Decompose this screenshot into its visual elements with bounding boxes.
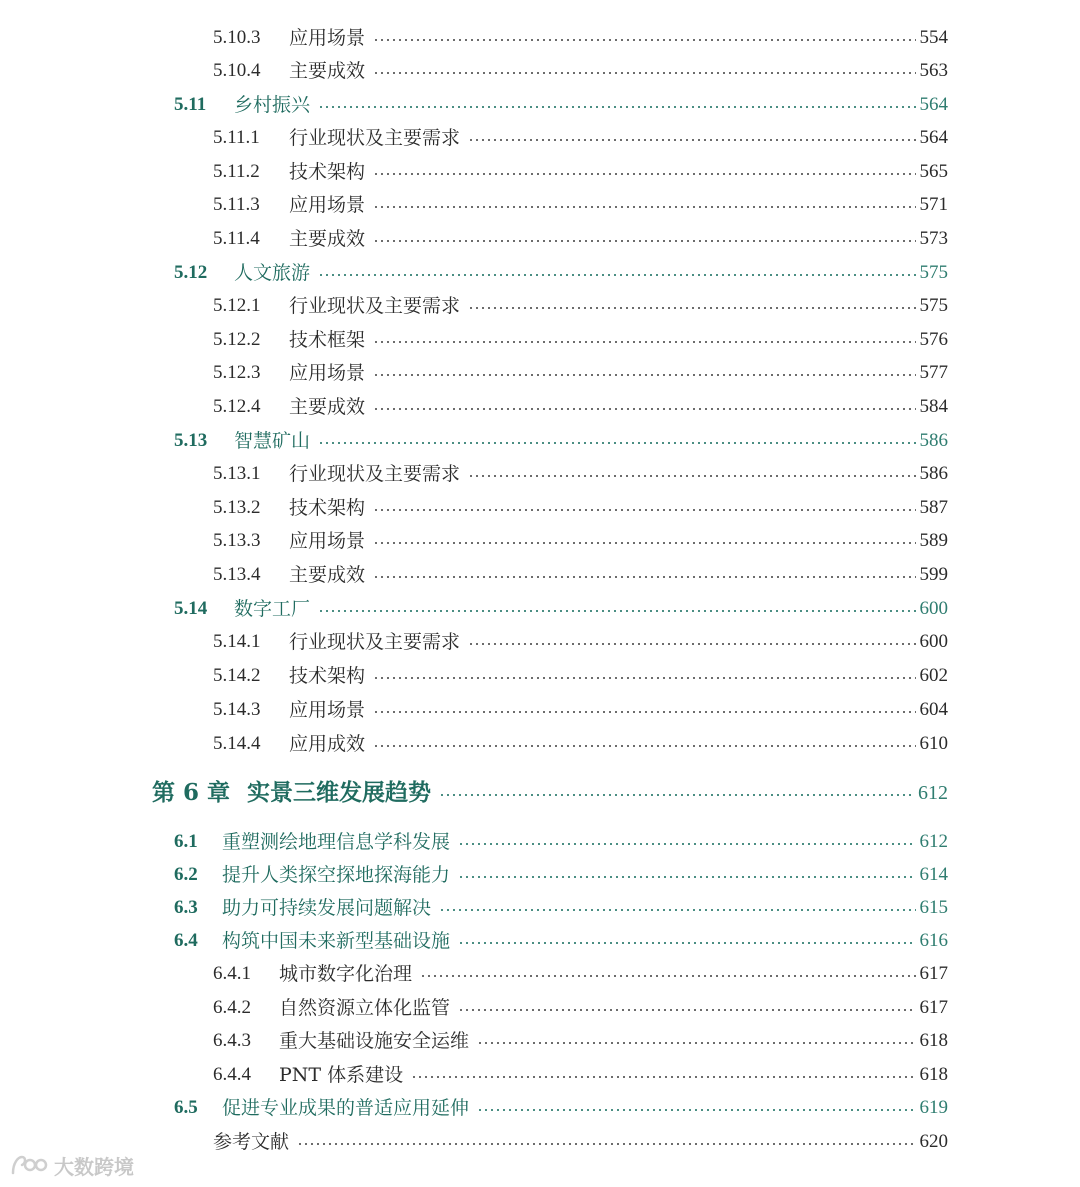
section-number: 6.3 bbox=[174, 897, 198, 918]
entry-title: 技术架构 bbox=[289, 665, 366, 687]
toc-entry[interactable] bbox=[213, 325, 948, 355]
entry-page: 584 bbox=[919, 396, 948, 417]
toc-section[interactable] bbox=[174, 827, 948, 857]
toc-entry[interactable] bbox=[213, 560, 948, 590]
chapter-number: 第 6 章 bbox=[152, 779, 231, 806]
toc-entry[interactable] bbox=[213, 358, 948, 388]
dot-leader bbox=[458, 876, 915, 878]
section-number: 5.13 bbox=[174, 430, 208, 451]
entry-number: 5.13.4 bbox=[213, 564, 261, 585]
watermark-text: 大数跨境 bbox=[54, 1154, 134, 1179]
entry-page: 571 bbox=[919, 194, 948, 215]
toc-entry[interactable] bbox=[213, 157, 948, 187]
section-title: 乡村振兴 bbox=[234, 94, 311, 116]
entry-title: 行业现状及主要需求 bbox=[289, 127, 461, 149]
entry-page: 573 bbox=[919, 228, 948, 249]
entry-title: 主要成效 bbox=[289, 60, 366, 82]
dot-leader bbox=[318, 274, 915, 276]
dot-leader bbox=[373, 374, 915, 376]
entry-page: 577 bbox=[919, 362, 948, 383]
entry-number: 6.4.3 bbox=[213, 1030, 251, 1051]
section-page: 600 bbox=[919, 598, 948, 619]
entry-title: 应用场景 bbox=[289, 530, 366, 552]
entry-page: 618 bbox=[919, 1030, 948, 1051]
dot-leader bbox=[318, 442, 915, 444]
watermark bbox=[10, 1150, 134, 1180]
toc-entry[interactable] bbox=[213, 729, 948, 759]
chapter-page: 612 bbox=[918, 782, 948, 804]
entry-title: 技术架构 bbox=[289, 161, 366, 183]
section-title: 促进专业成果的普适应用延伸 bbox=[222, 1097, 470, 1119]
dot-leader bbox=[373, 341, 915, 343]
toc-entry[interactable] bbox=[213, 459, 948, 489]
entry-title: 行业现状及主要需求 bbox=[289, 631, 461, 653]
dot-leader bbox=[439, 794, 914, 796]
section-page: 564 bbox=[919, 94, 948, 115]
toc-section[interactable] bbox=[174, 90, 948, 120]
entry-number: 5.11.2 bbox=[213, 161, 260, 182]
section-number: 5.11 bbox=[174, 94, 207, 115]
dot-leader bbox=[468, 643, 915, 645]
dot-leader bbox=[477, 1042, 915, 1044]
dot-leader bbox=[439, 909, 915, 911]
dot-leader bbox=[468, 307, 915, 309]
toc-section[interactable] bbox=[174, 860, 948, 890]
toc-section[interactable] bbox=[174, 258, 948, 288]
references-page: 620 bbox=[919, 1131, 948, 1152]
dot-leader bbox=[373, 509, 915, 511]
entry-title: 行业现状及主要需求 bbox=[289, 295, 461, 317]
section-page: 612 bbox=[919, 831, 948, 852]
entry-page: 618 bbox=[919, 1064, 948, 1085]
section-number: 5.12 bbox=[174, 262, 208, 283]
entry-page: 610 bbox=[919, 733, 948, 754]
entry-page: 589 bbox=[919, 530, 948, 551]
dot-leader bbox=[318, 106, 915, 108]
entry-number: 5.13.2 bbox=[213, 497, 261, 518]
entry-title: 技术框架 bbox=[289, 329, 366, 351]
chapter-title: 实景三维发展趋势 bbox=[247, 779, 431, 806]
entry-page: 563 bbox=[919, 60, 948, 81]
section-page: 614 bbox=[919, 864, 948, 885]
entry-number: 5.14.4 bbox=[213, 733, 261, 754]
entry-page: 554 bbox=[919, 27, 948, 48]
section-title: 构筑中国未来新型基础设施 bbox=[222, 930, 451, 952]
entry-page: 575 bbox=[919, 295, 948, 316]
toc-section[interactable] bbox=[174, 1093, 948, 1123]
toc-entry[interactable] bbox=[213, 291, 948, 321]
dot-leader bbox=[373, 206, 915, 208]
entry-page: 599 bbox=[919, 564, 948, 585]
entry-title: 城市数字化治理 bbox=[279, 963, 413, 985]
section-title: 助力可持续发展问题解决 bbox=[222, 897, 432, 919]
entry-number: 5.12.2 bbox=[213, 329, 261, 350]
entry-title: 行业现状及主要需求 bbox=[289, 463, 461, 485]
entry-title: 应用场景 bbox=[289, 362, 366, 384]
entry-title: PNT 体系建设 bbox=[279, 1064, 404, 1086]
toc-section[interactable] bbox=[174, 926, 948, 956]
entry-page: 564 bbox=[919, 127, 948, 148]
entry-number: 6.4.1 bbox=[213, 963, 251, 984]
toc-entry[interactable] bbox=[213, 1060, 948, 1090]
entry-number: 5.10.3 bbox=[213, 27, 261, 48]
entry-number: 5.10.4 bbox=[213, 60, 261, 81]
toc-entry[interactable] bbox=[213, 526, 948, 556]
toc-entry[interactable] bbox=[213, 959, 948, 989]
section-number: 6.5 bbox=[174, 1097, 198, 1118]
entry-page: 587 bbox=[919, 497, 948, 518]
section-page: 619 bbox=[919, 1097, 948, 1118]
entry-page: 576 bbox=[919, 329, 948, 350]
dot-leader bbox=[318, 610, 915, 612]
toc-entry[interactable] bbox=[213, 627, 948, 657]
section-title: 重塑测绘地理信息学科发展 bbox=[222, 831, 451, 853]
section-page: 575 bbox=[919, 262, 948, 283]
entry-title: 重大基础设施安全运维 bbox=[279, 1030, 470, 1052]
entry-page: 617 bbox=[919, 997, 948, 1018]
entry-title: 主要成效 bbox=[289, 564, 366, 586]
dot-leader bbox=[373, 542, 915, 544]
entry-number: 5.11.3 bbox=[213, 194, 260, 215]
dot-leader bbox=[373, 240, 915, 242]
toc-section[interactable] bbox=[174, 426, 948, 456]
entry-number: 5.13.1 bbox=[213, 463, 261, 484]
section-page: 615 bbox=[919, 897, 948, 918]
dot-leader bbox=[373, 39, 915, 41]
entry-number: 5.12.1 bbox=[213, 295, 261, 316]
dot-leader bbox=[373, 173, 915, 175]
entry-number: 5.14.1 bbox=[213, 631, 261, 652]
toc-entry[interactable] bbox=[213, 1026, 948, 1056]
entry-title: 主要成效 bbox=[289, 396, 366, 418]
dot-leader bbox=[458, 843, 915, 845]
toc-entry[interactable] bbox=[213, 493, 948, 523]
toc-chapter[interactable] bbox=[152, 775, 948, 811]
toc-entry[interactable] bbox=[213, 392, 948, 422]
entry-title: 应用场景 bbox=[289, 699, 366, 721]
entry-number: 5.13.3 bbox=[213, 530, 261, 551]
toc-entry[interactable] bbox=[213, 224, 948, 254]
entry-number: 5.12.4 bbox=[213, 396, 261, 417]
toc-section[interactable] bbox=[174, 594, 948, 624]
dot-leader bbox=[477, 1109, 915, 1111]
entry-title: 技术架构 bbox=[289, 497, 366, 519]
entry-page: 600 bbox=[919, 631, 948, 652]
dot-leader bbox=[420, 975, 915, 977]
dot-leader bbox=[373, 745, 915, 747]
section-number: 6.2 bbox=[174, 864, 198, 885]
entry-page: 602 bbox=[919, 665, 948, 686]
entry-title: 应用场景 bbox=[289, 194, 366, 216]
references-title: 参考文献 bbox=[213, 1131, 290, 1153]
entry-title: 主要成效 bbox=[289, 228, 366, 250]
entry-page: 604 bbox=[919, 699, 948, 720]
section-title: 智慧矿山 bbox=[234, 430, 311, 452]
watermark-logo-icon bbox=[10, 1153, 48, 1177]
toc-entry[interactable] bbox=[213, 23, 948, 53]
section-title: 提升人类探空探地探海能力 bbox=[222, 864, 451, 886]
toc-entry[interactable] bbox=[213, 190, 948, 220]
entry-page: 586 bbox=[919, 463, 948, 484]
entry-number: 5.11.1 bbox=[213, 127, 260, 148]
entry-page: 617 bbox=[919, 963, 948, 984]
entry-title: 应用成效 bbox=[289, 733, 366, 755]
entry-number: 5.14.3 bbox=[213, 699, 261, 720]
section-title: 人文旅游 bbox=[234, 262, 311, 284]
dot-leader bbox=[373, 408, 915, 410]
section-page: 616 bbox=[919, 930, 948, 951]
section-number: 6.1 bbox=[174, 831, 198, 852]
entry-number: 5.12.3 bbox=[213, 362, 261, 383]
dot-leader bbox=[373, 677, 915, 679]
toc-references[interactable] bbox=[213, 1127, 948, 1157]
dot-leader bbox=[468, 475, 915, 477]
dot-leader bbox=[297, 1143, 915, 1145]
dot-leader bbox=[373, 711, 915, 713]
toc-entry[interactable] bbox=[213, 56, 948, 86]
entry-number: 6.4.2 bbox=[213, 997, 251, 1018]
section-number: 6.4 bbox=[174, 930, 198, 951]
entry-page: 565 bbox=[919, 161, 948, 182]
toc-section[interactable] bbox=[174, 893, 948, 923]
dot-leader bbox=[468, 139, 915, 141]
section-title: 数字工厂 bbox=[234, 598, 311, 620]
toc-entry[interactable] bbox=[213, 123, 948, 153]
dot-leader bbox=[373, 72, 915, 74]
toc-entry[interactable] bbox=[213, 993, 948, 1023]
entry-number: 5.14.2 bbox=[213, 665, 261, 686]
toc-entry[interactable] bbox=[213, 695, 948, 725]
toc-entry[interactable] bbox=[213, 661, 948, 691]
entry-number: 6.4.4 bbox=[213, 1064, 251, 1085]
section-number: 5.14 bbox=[174, 598, 208, 619]
section-page: 586 bbox=[919, 430, 948, 451]
dot-leader bbox=[373, 576, 915, 578]
dot-leader bbox=[411, 1076, 915, 1078]
dot-leader bbox=[458, 1009, 915, 1011]
entry-number: 5.11.4 bbox=[213, 228, 260, 249]
entry-title: 自然资源立体化监管 bbox=[279, 997, 451, 1019]
dot-leader bbox=[458, 942, 915, 944]
entry-title: 应用场景 bbox=[289, 27, 366, 49]
